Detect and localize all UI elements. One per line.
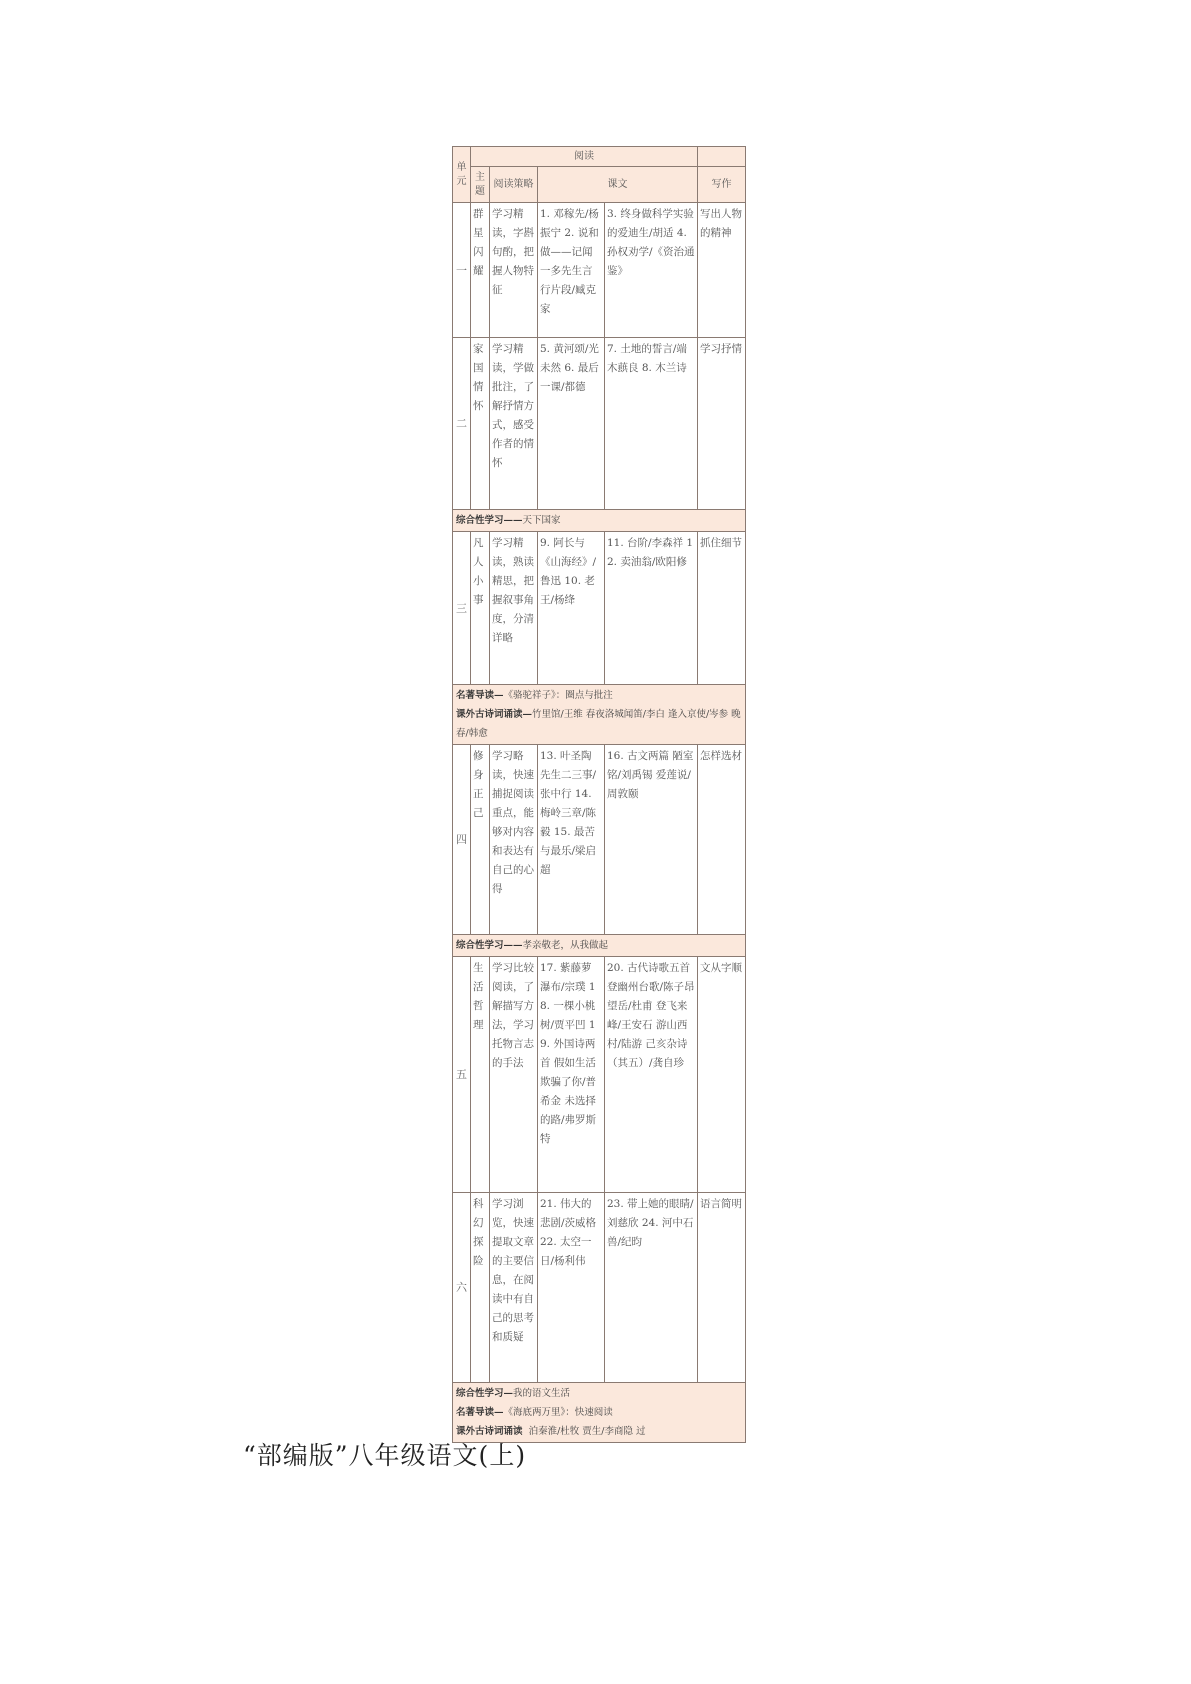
unit-theme: 凡人小事 — [471, 532, 490, 685]
header-blank — [698, 147, 746, 167]
unit-theme: 修身正己 — [471, 745, 490, 935]
texts-left: 17. 紫藤萝瀑布/宗璞 18. 一棵小桃树/贾平凹 19. 外国诗两首 假如生活欺骗了你/普希金 未选择的路/弗罗斯特 — [538, 957, 605, 1193]
unit-number: 五 — [453, 957, 471, 1193]
section-label: 综合性学习—— — [456, 515, 523, 526]
section-label: 名著导读— — [456, 690, 504, 701]
section-text: 《骆驼祥子》：圈点与批注 — [503, 690, 613, 701]
section-label: 课外古诗词诵读— — [456, 709, 533, 720]
section-comprehensive-2 — [453, 935, 746, 957]
section-label: 综合性学习—— — [456, 940, 523, 951]
writing-topic: 抓住细节 — [698, 532, 746, 685]
header-row-1 — [453, 147, 746, 167]
writing-topic: 写出人物的精神 — [698, 203, 746, 338]
unit-theme: 科幻探险 — [471, 1193, 490, 1383]
header-unit: 单元 — [453, 147, 471, 203]
section-line — [456, 705, 742, 743]
table-row — [453, 957, 746, 1193]
texts-right: 11. 台阶/李森祥 12. 卖油翁/欧阳修 — [605, 532, 698, 685]
section-text: 我的语文生活 — [513, 1388, 571, 1399]
section-line — [456, 1384, 742, 1403]
reading-strategy: 学习略读，快速捕捉阅读重点，能够对内容和表达有自己的心得 — [490, 745, 538, 935]
section-row — [453, 510, 746, 532]
unit-theme: 生活哲理 — [471, 957, 490, 1193]
unit-number: 四 — [453, 745, 471, 935]
writing-topic: 怎样选材 — [698, 745, 746, 935]
texts-left: 1. 邓稼先/杨振宁 2. 说和做——记闻一多先生言行片段/臧克家 — [538, 203, 605, 338]
section-text: 泊秦淮/杜牧 贾生/李商隐 过 — [528, 1426, 646, 1437]
reading-strategy: 学习精读，字斟句酌，把握人物特征 — [490, 203, 538, 338]
header-texts: 课文 — [538, 167, 698, 203]
table-row — [453, 745, 746, 935]
writing-topic: 学习抒情 — [698, 338, 746, 510]
unit-number: 一 — [453, 203, 471, 338]
unit-number: 二 — [453, 338, 471, 510]
unit-number: 六 — [453, 1193, 471, 1383]
writing-topic: 语言简明 — [698, 1193, 746, 1383]
section-label: 名著导读— — [456, 1407, 504, 1418]
section-text: 竹里馆/王维 春夜洛城闻笛/李白 逢入京使/岑参 晚春/韩愈 — [456, 709, 741, 739]
section-text: 《海底两万里》：快速阅读 — [503, 1407, 613, 1418]
texts-right: 20. 古代诗歌五首 登幽州台歌/陈子昂 望岳/杜甫 登飞来峰/王安石 游山西村/陆游 己亥杂诗（其五）/龚自珍 — [605, 957, 698, 1193]
section-line — [456, 1403, 742, 1422]
reading-strategy: 学习浏览，快速提取文章的主要信息，在阅读中有自己的思考和质疑 — [490, 1193, 538, 1383]
table-row — [453, 1193, 746, 1383]
texts-left: 9. 阿长与《山海经》/鲁迅 10. 老王/杨绛 — [538, 532, 605, 685]
unit-number: 三 — [453, 532, 471, 685]
unit-theme: 群星闪耀 — [471, 203, 490, 338]
section-label: 综合性学习— — [456, 1388, 514, 1399]
texts-left: 5. 黄河颂/光未然 6. 最后一课/都德 — [538, 338, 605, 510]
curriculum-table — [452, 146, 746, 1443]
texts-right: 7. 土地的誓言/端木蕻良 8. 木兰诗 — [605, 338, 698, 510]
section-line — [456, 686, 742, 705]
section-text: 孝亲敬老，从我做起 — [522, 940, 609, 951]
section-reading-guide-1 — [453, 685, 746, 745]
section-final — [453, 1383, 746, 1443]
reading-strategy: 学习精读，学做批注，了解抒情方式，感受作者的情怀 — [490, 338, 538, 510]
section-label: 课外古诗词诵读 — [456, 1426, 523, 1437]
page-caption: “部编版”八年级语文(上) — [243, 1441, 527, 1470]
section-text: 天下国家 — [522, 515, 561, 526]
header-row-2 — [453, 167, 746, 203]
section-comprehensive-1 — [453, 510, 746, 532]
reading-strategy: 学习比较阅读，了解描写方法，学习托物言志的手法 — [490, 957, 538, 1193]
reading-strategy: 学习精读，熟读精思，把握叙事角度，分清详略 — [490, 532, 538, 685]
header-reading: 阅读 — [471, 147, 698, 167]
table-row — [453, 338, 746, 510]
writing-topic: 文从字顺 — [698, 957, 746, 1193]
texts-left: 13. 叶圣陶先生二三事/张中行 14. 梅岭三章/陈毅 15. 最苦与最乐/梁启超 — [538, 745, 605, 935]
texts-right: 23. 带上她的眼睛/刘慈欣 24. 河中石兽/纪昀 — [605, 1193, 698, 1383]
section-row — [453, 685, 746, 745]
unit-theme: 家国情怀 — [471, 338, 490, 510]
section-row — [453, 935, 746, 957]
header-writing: 写作 — [698, 167, 746, 203]
table-row — [453, 532, 746, 685]
section-row — [453, 1383, 746, 1443]
texts-left: 21. 伟大的悲剧/茨威格 22. 太空一日/杨利伟 — [538, 1193, 605, 1383]
texts-right: 3. 终身做科学实验的爱迪生/胡适 4. 孙权劝学/《资治通鉴》 — [605, 203, 698, 338]
texts-right: 16. 古文两篇 陋室铭/刘禹锡 爱莲说/周敦颐 — [605, 745, 698, 935]
header-strategy: 阅读策略 — [490, 167, 538, 203]
header-theme: 主题 — [471, 167, 490, 203]
table-row — [453, 203, 746, 338]
